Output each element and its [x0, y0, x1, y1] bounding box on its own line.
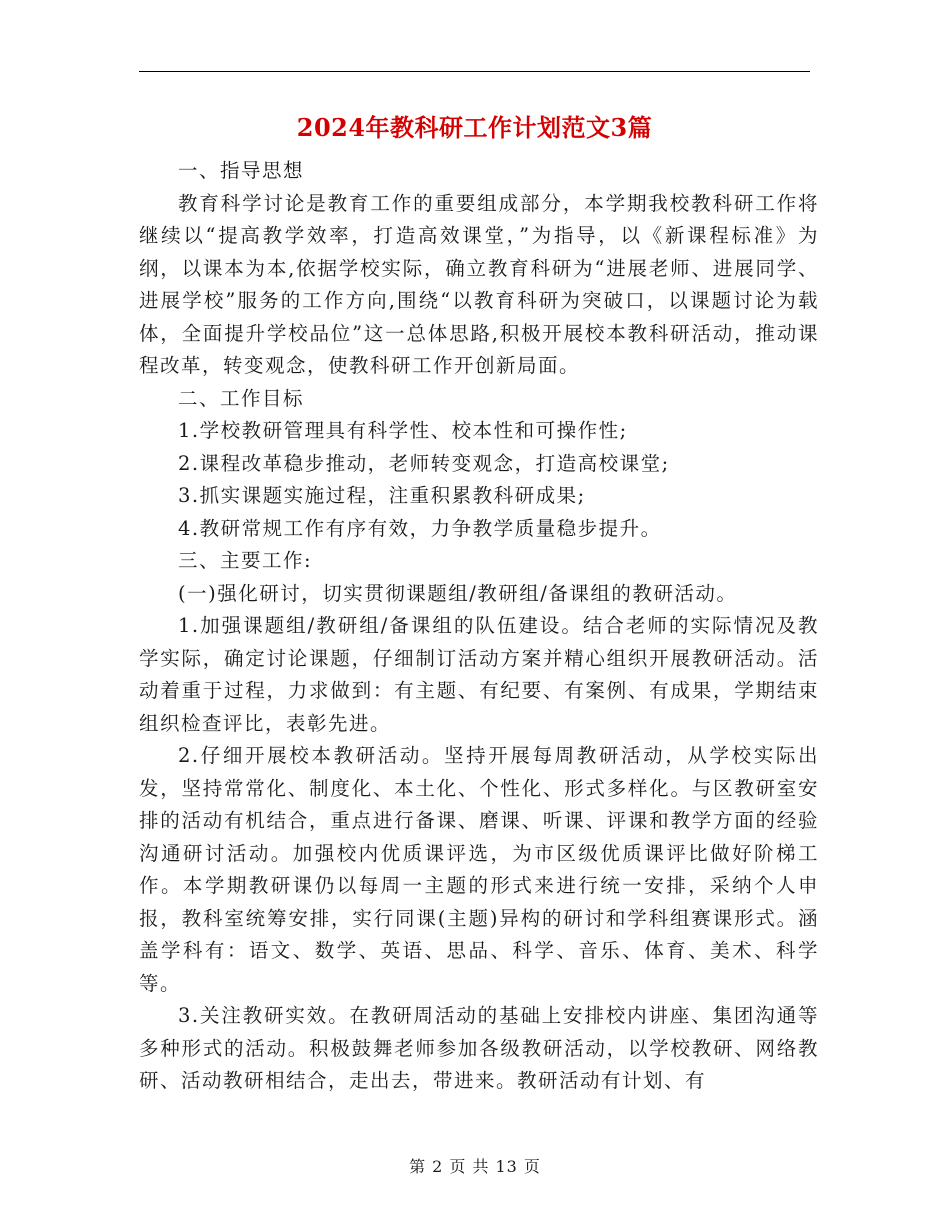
footer-suffix: 页	[523, 1157, 541, 1176]
page-footer	[0, 1154, 950, 1177]
paragraph-team-building: 1.加强课题组/教研组/备课组的队伍建设。结合老师的实际情况及教学实际，确定讨论课题，仔细制订活动方案并精心组织开展教研活动。活动着重于过程，力求做到：有主题、有纪要、有案例、有成果，学期结束组织检查评比，表彰先进。	[139, 614, 819, 735]
document-body	[139, 155, 819, 1098]
subsection-heading-research: (一)强化研讨，切实贯彻课题组/教研组/备课组的教研活动。	[178, 581, 738, 605]
footer-middle: 页 共	[449, 1157, 490, 1176]
document-title: 2024年教科研工作计划范文3篇	[296, 113, 653, 142]
goal-item-3: 3.抓实课题实施过程，注重积累教科研成果;	[178, 484, 586, 507]
header-rule	[139, 71, 810, 72]
footer-current-page: 2	[432, 1157, 444, 1176]
paragraph-research-effect: 3.关注教研实效。在教研周活动的基础上安排校内讲座、集团沟通等多种形式的活动。积极鼓舞老师参加各级教研活动，以学校教研、网络教研、活动教研相结合，走出去，带进来。教研活动有计划、有	[139, 1004, 819, 1092]
section-heading-guiding-ideology: 一、指导思想	[178, 159, 305, 182]
section-heading-work-goals: 二、工作目标	[178, 386, 305, 410]
section-heading-main-work: 三、主要工作:	[178, 549, 313, 572]
footer-total-pages: 13	[495, 1157, 518, 1176]
goal-item-2: 2.课程改革稳步推动，老师转变观念，打造高校课堂;	[178, 451, 670, 475]
paragraph-school-research: 2.仔细开展校本教研活动。坚持开展每周教研活动，从学校实际出发，坚持常常化、制度化、本土化、个性化、形式多样化。与区教研室安排的活动有机结合，重点进行备课、磨课、听课、评课和教学方面的经验沟通研讨活动。加强校内优质课评选，为市区级优质课评比做好阶梯工作。本学期教研课仍以每周一主题的形式来进行统一安排，采纳个人申报，教科室统筹安排，实行同课(主题)异构的研讨和学科组赛课形式。涵盖学科有：语文、数学、英语、思品、科学、音乐、体育、美术、科学等。	[139, 744, 819, 995]
goal-item-1: 1.学校教研管理具有科学性、校本性和可操作性;	[178, 419, 628, 442]
footer-prefix: 第	[409, 1157, 427, 1176]
goal-item-4: 4.教研常规工作有序有效，力争教学质量稳步提升。	[178, 516, 662, 540]
paragraph-guiding-ideology: 教育科学讨论是教育工作的重要组成部分，本学期我校教科研工作将继续以“提高教学效率，打造高效课堂，”为指导，以《新课程标准》为纲，以课本为本,依据学校实际，确立教育科研为“进展老师、进展同学、进展学校”服务的工作方向,围绕“以教育科研为突破口，以课题讨论为载体，全面提升学校品位”这一总体思路,积极开展校本教科研活动，推动课程改革，转变观念，使教科研工作开创新局面。	[139, 191, 819, 377]
